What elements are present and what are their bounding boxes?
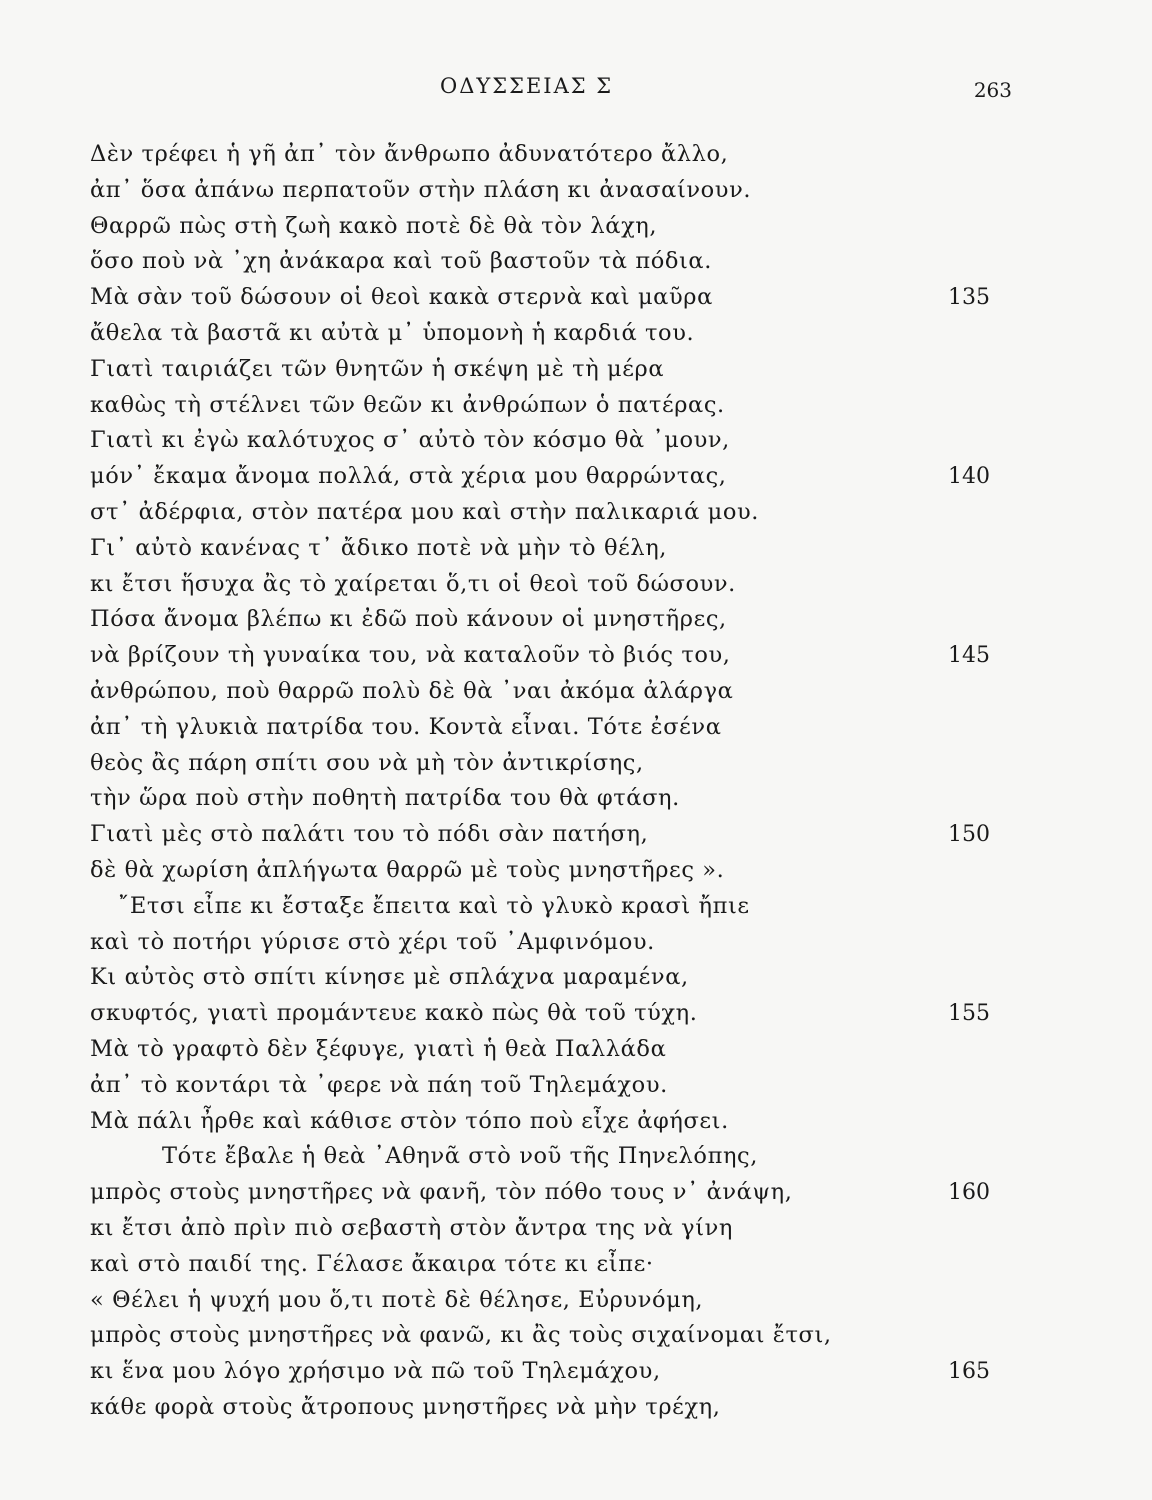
verse-text: μόν᾽ ἔκαμα ἄνομα πολλά, στὰ χέρια μου θαρρώντας, bbox=[90, 463, 727, 490]
verse-text: μπρὸς στοὺς μνηστῆρες νὰ φανῆ, τὸν πόθο τους ν᾽ ἀνάψη, bbox=[90, 1179, 793, 1206]
verse-line bbox=[0, 1139, 1152, 1175]
verse-text: καὶ τὸ ποτήρι γύρισε στὸ χέρι τοῦ ᾽Αμφινόμου. bbox=[90, 928, 655, 955]
line-number: 160 bbox=[948, 1180, 990, 1206]
verse-line bbox=[0, 1211, 1152, 1247]
verse-text: Γιατὶ μὲς στὸ παλάτι του τὸ πόδι σὰν πατήση, bbox=[90, 821, 649, 848]
verse-line bbox=[0, 602, 1152, 638]
page-header bbox=[0, 72, 1152, 112]
verse-line bbox=[0, 280, 1152, 316]
verse-text: Δὲν τρέφει ἡ γῆ ἀπ᾽ τὸν ἄνθρωπο ἀδυνατότερο ἄλλο, bbox=[90, 141, 729, 167]
verse-line bbox=[0, 388, 1152, 424]
verse-line bbox=[0, 316, 1152, 352]
line-number: 155 bbox=[948, 1001, 990, 1027]
verse-text: Πόσα ἄνομα βλέπω κι ἐδῶ ποὺ κάνουν οἱ μνηστῆρες, bbox=[90, 606, 727, 633]
verse-line bbox=[0, 1318, 1152, 1354]
verse-text: Θαρρῶ πὼς στὴ ζωὴ κακὸ ποτὲ δὲ θὰ τὸν λάχη, bbox=[90, 212, 658, 239]
verse-text: κι ἕνα μου λόγο χρήσιμο νὰ πῶ τοῦ Τηλεμάχου, bbox=[90, 1358, 661, 1385]
verse-line bbox=[0, 459, 1152, 495]
verse-line bbox=[0, 853, 1152, 889]
line-number: 145 bbox=[948, 643, 990, 669]
verse-text: ἀπ᾽ τὴ γλυκιὰ πατρίδα του. Κοντὰ εἶναι. Τότε ἐσένα bbox=[90, 713, 722, 740]
line-number: 165 bbox=[948, 1359, 990, 1385]
verse-line bbox=[0, 960, 1152, 996]
verse-text: στ᾽ ἀδέρφια, στὸν πατέρα μου καὶ στὴν παλικαριά μου. bbox=[90, 498, 760, 525]
verse-text: ἀπ᾽ τὸ κοντάρι τὰ ᾽φερε νὰ πάη τοῦ Τηλεμάχου. bbox=[90, 1071, 668, 1098]
verse-line bbox=[0, 244, 1152, 280]
verse-text: ῎Ετσι εἶπε κι ἔσταξε ἔπειτα καὶ τὸ γλυκὸ κρασὶ ἤπιε bbox=[118, 892, 750, 919]
verse-line bbox=[0, 531, 1152, 567]
verse-line bbox=[0, 1283, 1152, 1319]
verse-line bbox=[0, 925, 1152, 961]
verse-text: τὴν ὥρα ποὺ στὴν ποθητὴ πατρίδα του θὰ φτάση. bbox=[90, 785, 680, 812]
verse-text: Μὰ πάλι ἦρθε καὶ κάθισε στὸν τόπο ποὺ εἶχε ἀφήσει. bbox=[90, 1107, 729, 1134]
line-number: 135 bbox=[948, 285, 990, 311]
page-number: 263 bbox=[973, 78, 1012, 102]
verse-text: καὶ στὸ παιδί της. Γέλασε ἄκαιρα τότε κι εἶπε· bbox=[90, 1250, 654, 1277]
verse-line bbox=[0, 495, 1152, 531]
verse-line bbox=[0, 1354, 1152, 1390]
verse-text: κι ἔτσι ἀπὸ πρὶν πιὸ σεβαστὴ στὸν ἄντρα της νὰ γίνη bbox=[90, 1214, 734, 1241]
verse-text: ἀπ᾽ ὅσα ἀπάνω περπατοῦν στὴν πλάση κι ἀνασαίνουν. bbox=[90, 176, 752, 203]
verse-text: Τότε ἔβαλε ἡ θεὰ ᾽Αθηνᾶ στὸ νοῦ τῆς Πηνελόπης, bbox=[162, 1143, 758, 1170]
verse-line bbox=[0, 746, 1152, 782]
running-title: ΟΔΥΣΣΕΙΑΣ Σ bbox=[440, 74, 614, 98]
verse-text: σκυφτός, γιατὶ προμάντευε κακὸ πὼς θὰ τοῦ τύχη. bbox=[90, 1000, 698, 1027]
verse-line bbox=[0, 674, 1152, 710]
verse-text: νὰ βρίζουν τὴ γυναίκα του, νὰ καταλοῦν τὸ βιός του, bbox=[90, 642, 731, 669]
verse-text: ἄθελα τὰ βαστᾶ κι αὐτὰ μ᾽ ὑπομονὴ ἡ καρδιά του. bbox=[90, 319, 695, 346]
verse-text: κάθε φορὰ στοὺς ἄτροπους μνηστῆρες νὰ μὴν τρέχη, bbox=[90, 1393, 721, 1420]
verse-text: « Θέλει ἡ ψυχή μου ὅ,τι ποτὲ δὲ θέλησε, Εὐρυνόμη, bbox=[90, 1286, 704, 1313]
verse-text: καθὼς τὴ στέλνει τῶν θεῶν κι ἀνθρώπων ὁ πατέρας. bbox=[90, 391, 725, 418]
verse-line bbox=[0, 1032, 1152, 1068]
verse-text: δὲ θὰ χωρίση ἀπλήγωτα θαρρῶ μὲ τοὺς μνηστῆρες ». bbox=[90, 856, 725, 883]
verse-line bbox=[0, 567, 1152, 603]
verse-line bbox=[0, 781, 1152, 817]
verse-line bbox=[0, 173, 1152, 209]
verse-line bbox=[0, 889, 1152, 925]
verse-line bbox=[0, 137, 1152, 173]
verse-text: ἀνθρώπου, ποὺ θαρρῶ πολὺ δὲ θὰ ᾽ναι ἀκόμα ἀλάργα bbox=[90, 677, 734, 704]
verse-text: Γιατὶ ταιριάζει τῶν θνητῶν ἡ σκέψη μὲ τὴ μέρα bbox=[90, 355, 665, 382]
line-number: 150 bbox=[948, 822, 990, 848]
poem-text bbox=[0, 137, 1152, 1426]
line-number: 140 bbox=[948, 464, 990, 490]
verse-line bbox=[0, 1104, 1152, 1140]
verse-line bbox=[0, 1068, 1152, 1104]
verse-line bbox=[0, 1390, 1152, 1426]
verse-text: Μὰ τὸ γραφτὸ δὲν ξέφυγε, γιατὶ ἡ θεὰ Παλλάδα bbox=[90, 1035, 667, 1062]
verse-line bbox=[0, 1175, 1152, 1211]
verse-text: ὅσο ποὺ νὰ ᾽χη ἀνάκαρα καὶ τοῦ βαστοῦν τὰ πόδια. bbox=[90, 248, 712, 275]
verse-line bbox=[0, 1247, 1152, 1283]
verse-line bbox=[0, 352, 1152, 388]
verse-line bbox=[0, 817, 1152, 853]
verse-line bbox=[0, 638, 1152, 674]
verse-line bbox=[0, 209, 1152, 245]
verse-text: μπρὸς στοὺς μνηστῆρες νὰ φανῶ, κι ἂς τοὺς σιχαίνομαι ἔτσι, bbox=[90, 1322, 832, 1349]
verse-text: Μὰ σὰν τοῦ δώσουν οἱ θεοὶ κακὰ στερνὰ καὶ μαῦρα bbox=[90, 284, 713, 311]
verse-text: Γιατὶ κι ἐγὼ καλότυχος σ᾽ αὐτὸ τὸν κόσμο θὰ ᾽μουν, bbox=[90, 427, 730, 454]
verse-text: θεὸς ἂς πάρη σπίτι σου νὰ μὴ τὸν ἀντικρίσης, bbox=[90, 749, 644, 776]
verse-line bbox=[0, 996, 1152, 1032]
verse-text: Κι αὐτὸς στὸ σπίτι κίνησε μὲ σπλάχνα μαραμένα, bbox=[90, 964, 689, 991]
verse-line bbox=[0, 423, 1152, 459]
verse-text: κι ἔτσι ἥσυχα ἂς τὸ χαίρεται ὅ,τι οἱ θεοὶ τοῦ δώσουν. bbox=[90, 570, 736, 597]
verse-line bbox=[0, 710, 1152, 746]
verse-text: Γι᾽ αὐτὸ κανένας τ᾽ ἄδικο ποτὲ νὰ μὴν τὸ θέλη, bbox=[90, 534, 668, 561]
